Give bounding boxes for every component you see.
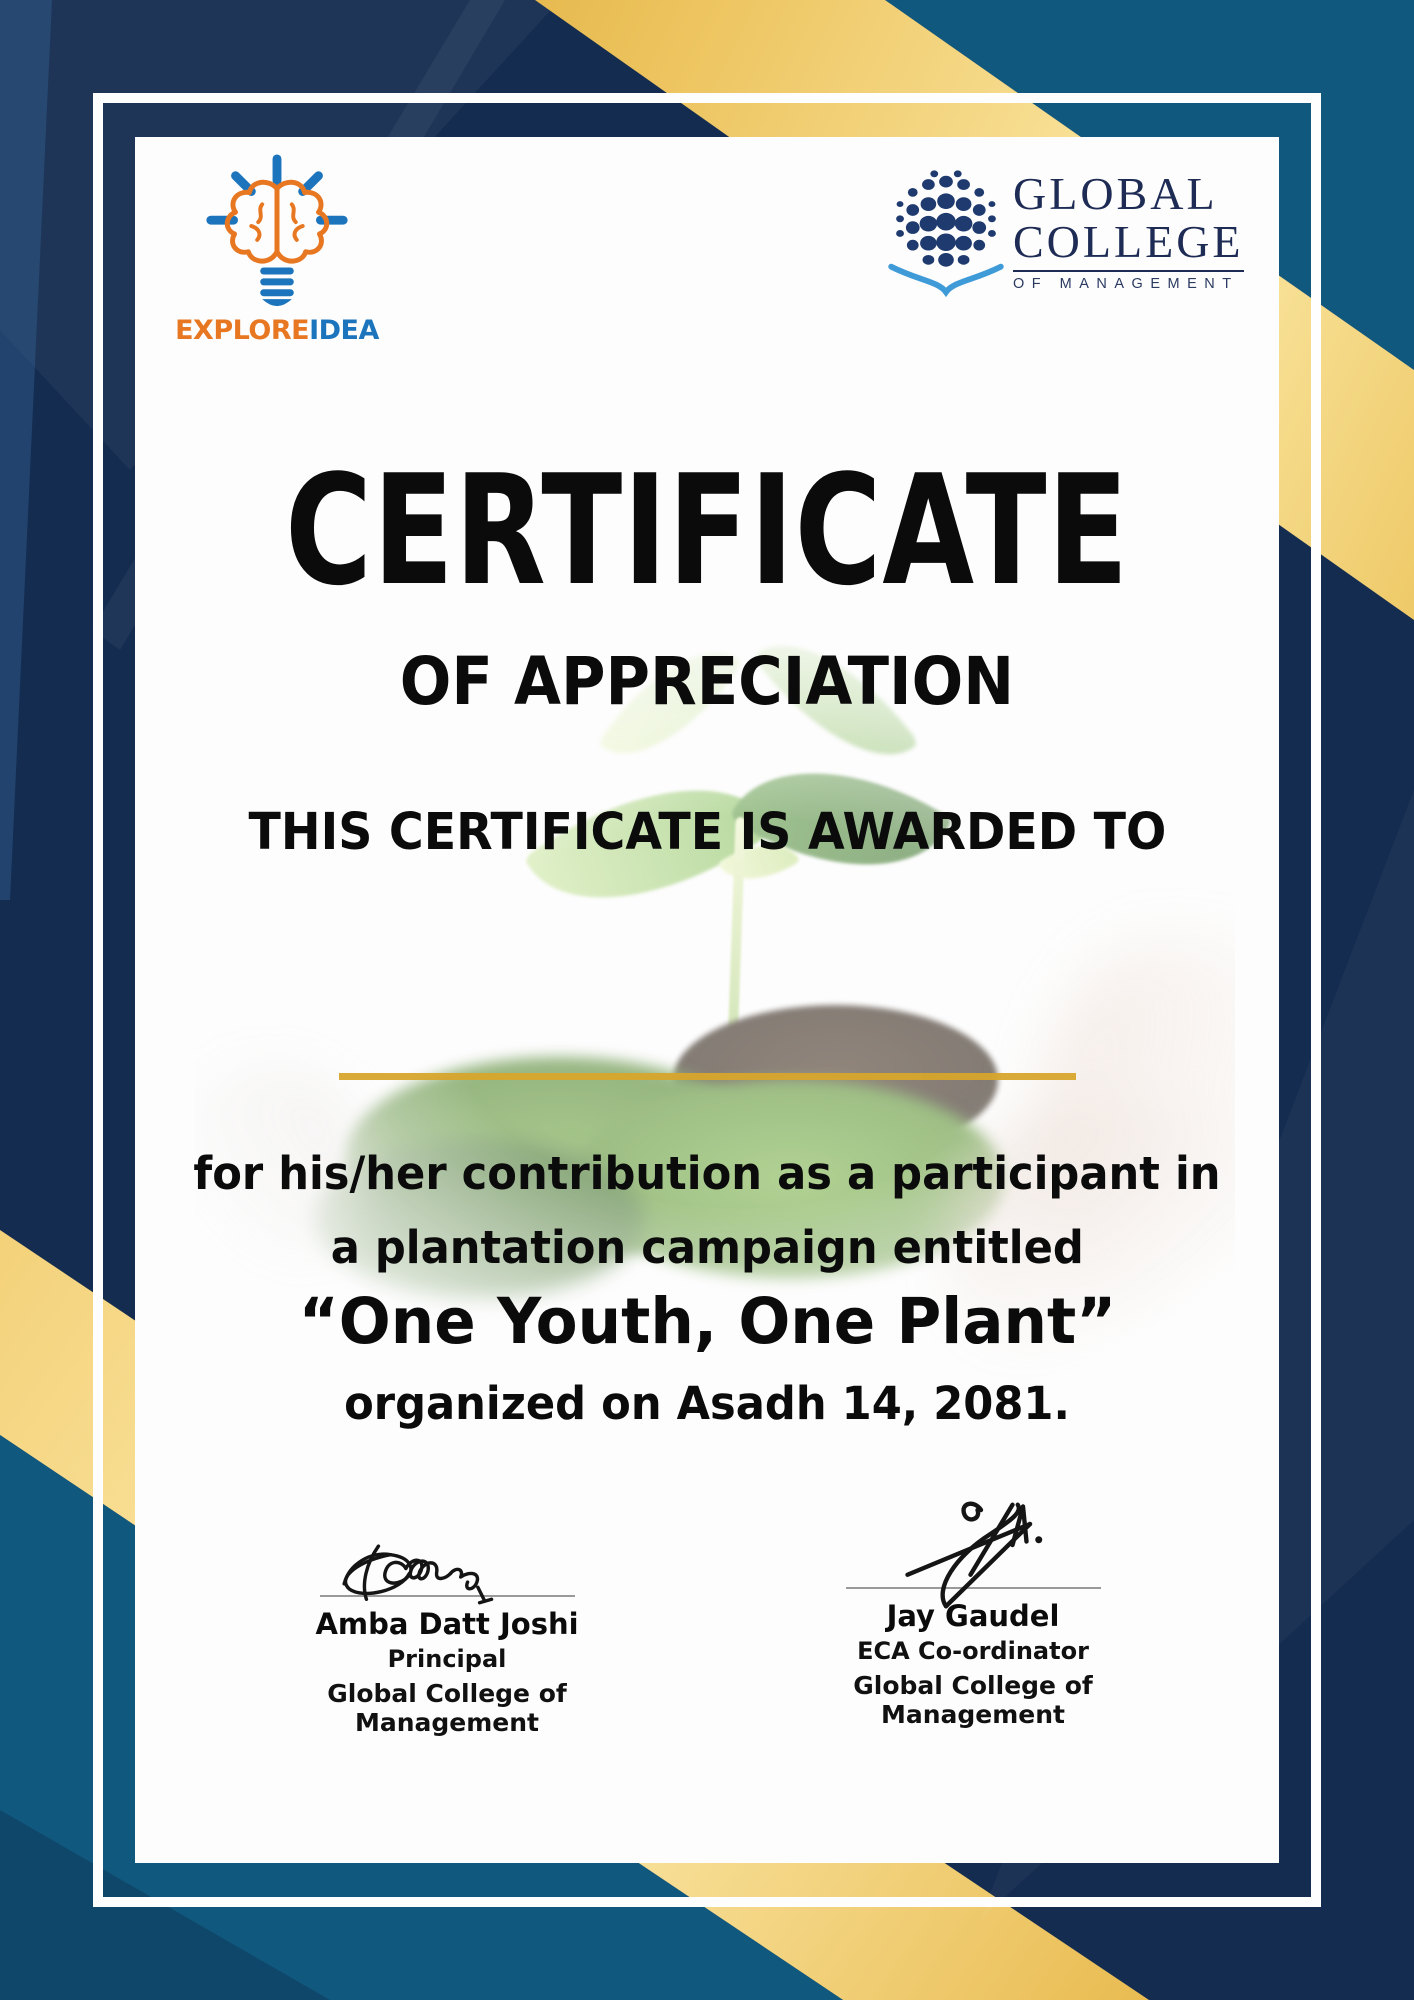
certificate-title-text: CERTIFICATE [284,442,1130,619]
explore-idea-wordmark [163,315,391,346]
college-word: COLLEGE [1013,218,1244,272]
of-management-word: OF MANAGEMENT [1013,275,1239,292]
open-book-swoosh [891,267,1001,292]
signatory-block-eca-coordinator [773,1479,1173,1729]
signatory-role: Principal [387,1645,507,1673]
explore-idea-logo [163,153,391,346]
recipient-name-line [339,1073,1076,1080]
brain-lightbulb-icon [202,153,352,311]
signatory-role: ECA Co-ordinator [857,1637,1089,1665]
body-line-1 [135,1147,1279,1200]
awarded-to-label [135,803,1279,862]
body-line-1-text: for his/her contribution as a participant in [193,1147,1221,1200]
campaign-title [135,1285,1279,1358]
signatory-block-principal [247,1529,647,1737]
global-college-wordmark [1013,170,1244,292]
awarded-to-text: THIS CERTIFICATE IS AWARDED TO [248,803,1166,862]
signatory-name: Amba Datt Joshi [315,1607,579,1641]
signatory-name: Jay Gaudel [886,1599,1060,1633]
idea-word: IDEA [309,315,379,346]
certificate-title [135,442,1279,619]
certificate-subtitle [135,643,1279,720]
signature-line [320,1595,575,1597]
global-word: GLOBAL [1013,168,1218,220]
organized-on-line [135,1377,1279,1430]
explore-word: EXPLORE [175,315,310,346]
dotted-globe-open-book-icon [887,165,1005,297]
signature-line [846,1587,1101,1589]
signatory-organization: Global College of Management [853,1671,1093,1729]
certificate-subtitle-text: OF APPRECIATION [399,643,1015,720]
body-line-2 [135,1221,1279,1274]
body-line-2-text: a plantation campaign entitled [330,1221,1084,1274]
campaign-title-text: “One Youth, One Plant” [298,1285,1116,1358]
global-college-logo [887,165,1267,297]
signatory-organization: Global College of Management [327,1679,567,1737]
certificate-panel [135,137,1279,1863]
organized-on-text: organized on Asadh 14, 2081. [344,1377,1070,1430]
